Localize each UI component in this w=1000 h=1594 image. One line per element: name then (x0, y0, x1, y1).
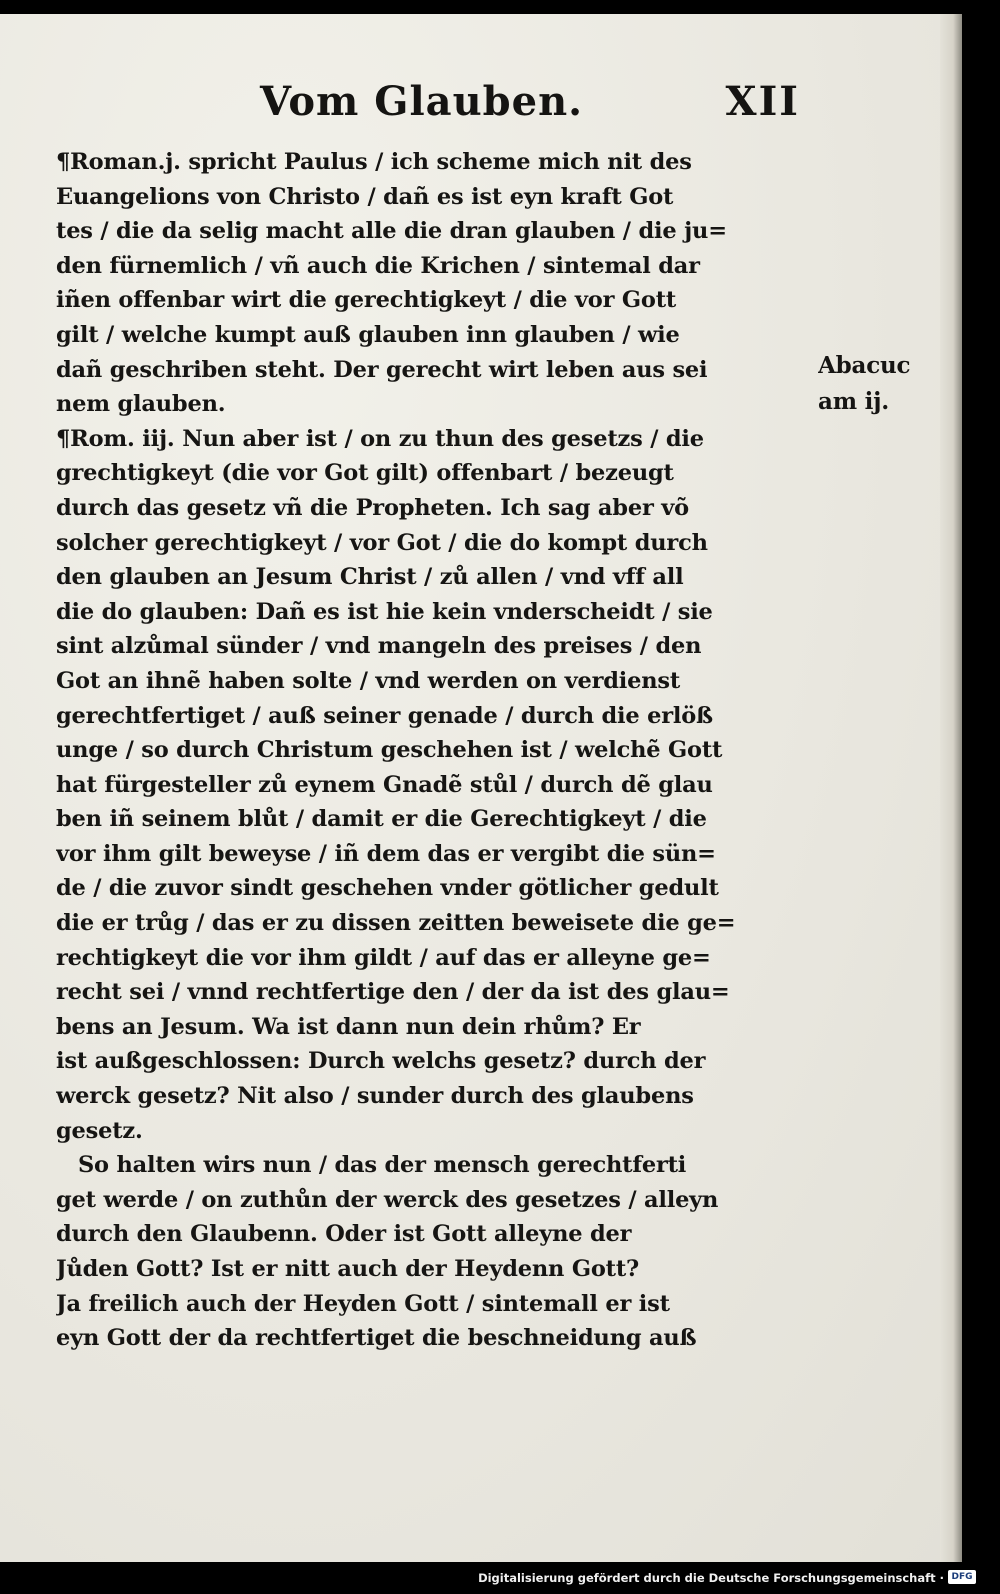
text-line: ¶Rom. iij. Nun aber ist / on zu thun des gesetzs / die (56, 425, 704, 452)
text-line: unge / so durch Christum geschehen ist / welchẽ Gott (56, 737, 723, 764)
text-line: iñen offenbar wirt die gerechtigkeyt / die vor Gott (56, 287, 677, 314)
text-line: get werde / on zuthůn der werck des gesetzes / alleyn (56, 1186, 719, 1213)
text-line: Euangelions von Christo / dañ es ist eyn kraft Got (56, 183, 674, 210)
text-line: durch das gesetz vñ die Propheten. Ich sag aber võ (56, 494, 689, 521)
text-line: gilt / welche kumpt auß glauben inn glauben / wie (56, 321, 680, 348)
text-line: Got an ihnẽ haben solte / vnd werden on verdienst (56, 667, 681, 694)
text-line: ¶Roman.j. spricht Paulus / ich scheme mich nit des (56, 149, 692, 175)
text-line: den glauben an Jesum Christ / zů allen / vnd vff all (56, 564, 684, 591)
text-line: ist außgeschlossen: Durch welchs gesetz? durch der (56, 1048, 706, 1075)
text-line: gerechtfertiget / auß seiner genade / durch die erlöß (56, 702, 713, 729)
text-line: hat fürgesteller zů eynem Gnadẽ stůl / durch dẽ glau (56, 771, 713, 798)
text-line: tes / die da selig macht alle die dran glauben / die ju= (56, 218, 727, 245)
text-line: dañ geschriben steht. Der gerecht wirt leben aus sei (56, 356, 708, 383)
running-head-title: Vom Glauben. (260, 78, 584, 125)
text-line: de / die zuvor sindt geschehen vnder götlicher gedult (56, 875, 719, 902)
text-line: ben iñ seinem blůt / damit er die Gerechtigkeyt / die (56, 806, 707, 833)
running-head (260, 78, 800, 138)
text-line: Ja freilich auch der Heyden Gott / sintemall er ist (56, 1290, 670, 1317)
text-line: bens an Jesum. Wa ist dann nun dein rhům? Er (56, 1013, 641, 1040)
page-edge-shadow (940, 14, 962, 1562)
text-line: solcher gerechtigkeyt / vor Got / die do kompt durch (56, 529, 708, 556)
digitization-footer (0, 1562, 1000, 1594)
marginal-note-line: am ij. (818, 388, 890, 415)
marginal-note (818, 348, 928, 420)
text-line: recht sei / vnnd rechtfertige den / der da ist des glau= (56, 979, 730, 1006)
text-line: gesetz. (56, 1117, 143, 1144)
text-line: vor ihm gilt beweyse / iñ dem das er vergibt die sün= (56, 840, 716, 867)
folio-number: XII (725, 78, 800, 125)
text-line: werck gesetz? Nit also / sunder durch des glaubens (56, 1083, 694, 1110)
text-line: die do glauben: Dañ es ist hie kein vnderscheidt / sie (56, 598, 713, 625)
text-line: den fürnemlich / vñ auch die Krichen / sintemal dar (56, 252, 700, 279)
text-line: nem glauben. (56, 391, 226, 418)
text-line: Jůden Gott? Ist er nitt auch der Heydenn Gott? (56, 1256, 640, 1282)
dfg-logo: DFG (948, 1570, 976, 1584)
text-line: durch den Glaubenn. Oder ist Gott alleyne der (56, 1221, 632, 1248)
text-line: die er trůg / das er zu dissen zeitten beweisete die ge= (56, 910, 736, 937)
marginal-note-line: Abacuc (818, 352, 911, 379)
scan-top-border (0, 0, 1000, 14)
text-line: eyn Gott der da rechtfertiget die beschneidung auß (56, 1325, 697, 1352)
text-line: rechtigkeyt die vor ihm gildt / auf das er alleyne ge= (56, 944, 711, 971)
text-line: sint alzůmal sünder / vnd mangeln des preises / den (56, 633, 702, 660)
main-text-block (56, 145, 811, 1356)
text-line: So halten wirs nun / das der mensch gerechtferti (78, 1152, 687, 1179)
text-line: grechtigkeyt (die vor Got gilt) offenbart / bezeugt (56, 460, 674, 487)
funding-credit: Digitalisierung gefördert durch die Deutsche Forschungsgemeinschaft · (478, 1571, 944, 1585)
